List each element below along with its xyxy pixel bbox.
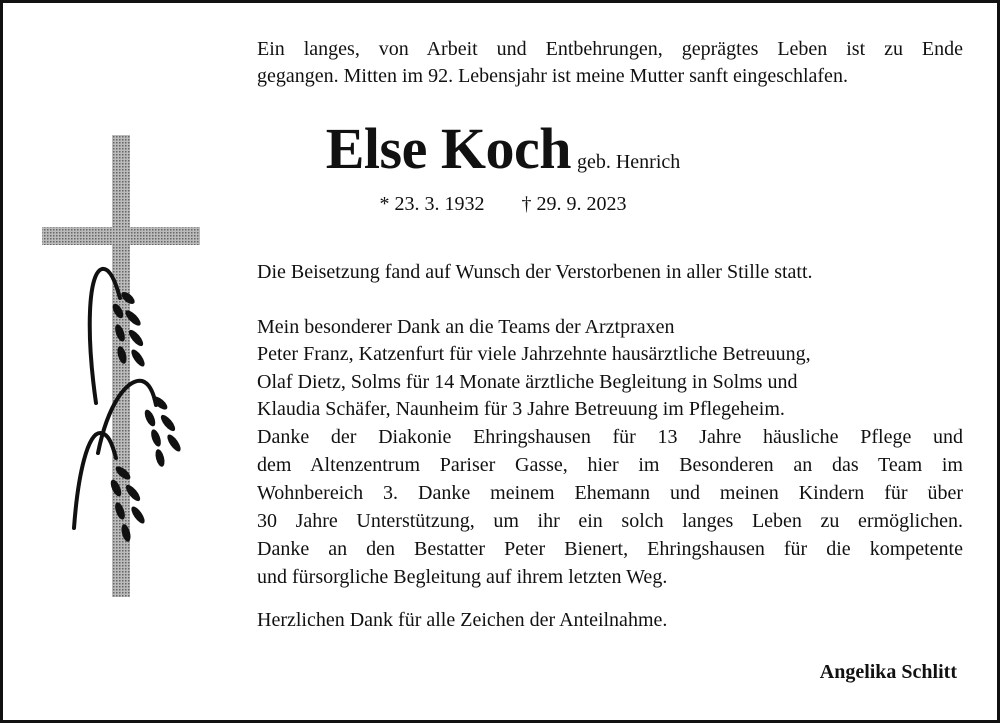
- thanks-line: und fürsorgliche Begleitung auf ihrem letzten Weg.: [257, 566, 668, 588]
- deceased-name-row: [3, 115, 1000, 182]
- birth-date: * 23. 3. 1932: [379, 193, 485, 215]
- signature: Angelika Schlitt: [819, 661, 957, 683]
- intro-line: Ein langes, von Arbeit und Entbehrungen, geprägtes Leben ist zu Ende: [257, 38, 963, 60]
- thanks-line: Danke an den Bestatter Peter Bienert, Ehringshausen für die kompetente: [257, 538, 963, 560]
- life-dates: [3, 193, 1000, 216]
- thanks-line: dem Altenzentrum Pariser Gasse, hier im Besonderen an das Team im: [257, 454, 963, 476]
- thanks-line: Klaudia Schäfer, Naunheim für 3 Jahre Betreuung im Pflegeheim.: [257, 398, 785, 420]
- thanks-line: Danke der Diakonie Ehringshausen für 13 Jahre häusliche Pflege und: [257, 426, 963, 448]
- thanks-line: Mein besonderer Dank an die Teams der Arztpraxen: [257, 316, 675, 338]
- thanks-line: Olaf Dietz, Solms für 14 Monate ärztliche Begleitung in Solms und: [257, 371, 798, 393]
- deceased-name: Else Koch: [325, 116, 571, 181]
- birth-name: geb. Henrich: [576, 151, 681, 173]
- thanks-line: Peter Franz, Katzenfurt für viele Jahrzehnte hausärztliche Betreuung,: [257, 343, 811, 365]
- intro-line: gegangen. Mitten im 92. Lebensjahr ist meine Mutter sanft eingeschlafen.: [257, 65, 848, 87]
- closing-line: Herzlichen Dank für alle Zeichen der Anteilnahme.: [257, 609, 668, 631]
- death-date: † 29. 9. 2023: [521, 193, 627, 215]
- thanks-line: 30 Jahre Unterstützung, um ihr ein solch langes Leben zu ermöglichen.: [257, 510, 963, 532]
- thanks-line: Wohnbereich 3. Danke meinem Ehemann und meinen Kindern für über: [257, 482, 963, 504]
- burial-note: Die Beisetzung fand auf Wunsch der Verstorbenen in aller Stille statt.: [257, 261, 813, 283]
